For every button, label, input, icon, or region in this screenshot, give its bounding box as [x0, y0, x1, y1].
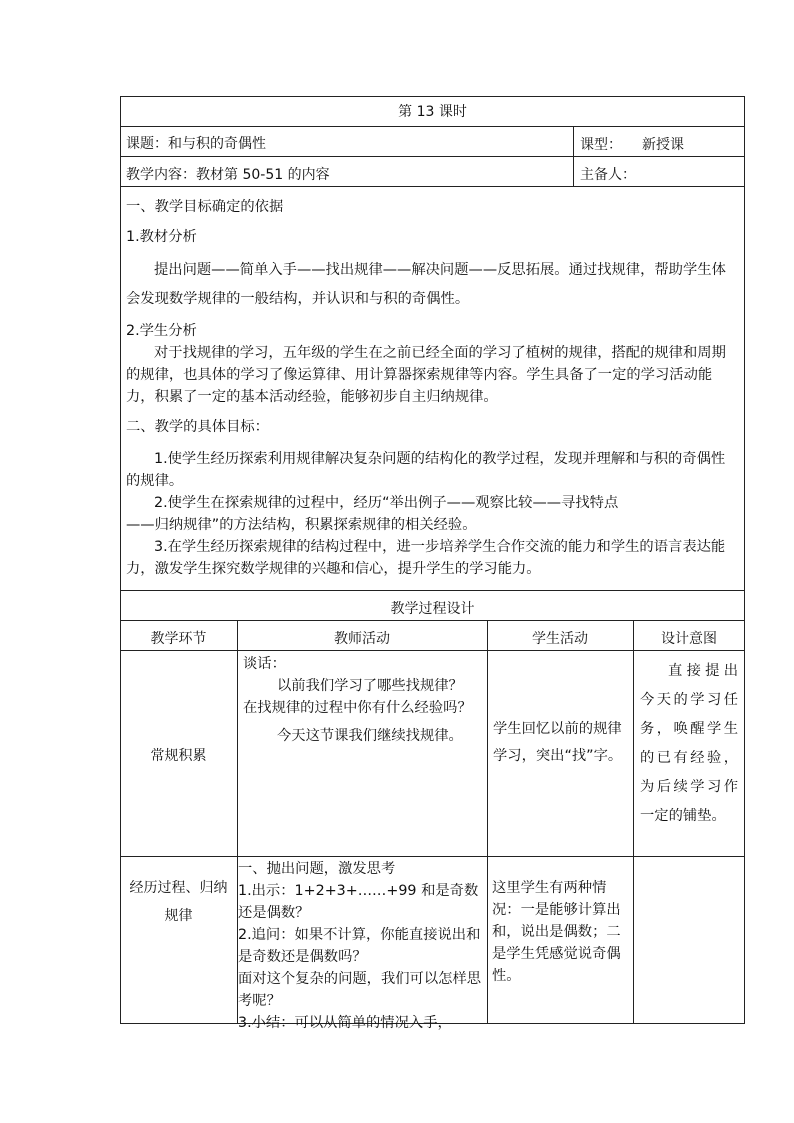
teacher-line: 在找规律的过程中你有什么经验吗？ — [243, 700, 472, 716]
lesson-type-label: 课型： — [580, 137, 622, 153]
lesson-plan-page — [120, 96, 745, 1031]
column-header: 教师活动 — [334, 631, 390, 647]
rule — [633, 620, 634, 1024]
goal-2b: ——归纳规律”的方法结构，积累探索规律的相关经验。 — [126, 517, 477, 533]
textbook-analysis-heading: 1.教材分析 — [126, 229, 197, 245]
teacher-line: 今天这节课我们继续找规律。 — [277, 728, 463, 744]
teacher-line: 2.追问：如果不计算，你能直接说出和是奇数还是偶数吗？ — [238, 927, 481, 965]
lesson-topic: 课题：和与积的奇偶性 — [126, 136, 266, 152]
goal-3: 3.在学生经历探索规律的结构过程中，进一步培养学生合作交流的能力和学生的语言表达能力，激发学生探究数学规律的兴趣和信心，提升学生的学习能力。 — [126, 539, 726, 577]
student-activity-1: 学生回忆以前的规律学习，突出“找”字。 — [493, 721, 623, 764]
teacher-line: 3.小结：可以从简单的情况入手， — [238, 1015, 452, 1031]
teacher-line: 以前我们学习了哪些找规律？ — [277, 678, 463, 694]
stage-process: 经历过程、归纳规律 — [129, 880, 228, 924]
teacher-line: 1.出示：1+2+3+……+99 和是奇数还是偶数？ — [238, 883, 479, 921]
column-header: 教学环节 — [150, 631, 207, 647]
textbook-analysis-text: 提出问题——简单入手——找出规律——解决问题——反思拓展。通过找规律，帮助学生体会发现数学规律的一般结构，并认识和与积的奇偶性。 — [126, 262, 726, 307]
goal-1: 1.使学生经历探索利用规律解决复杂问题的结构化的教学过程，发现并理解和与积的奇偶性的规律。 — [126, 451, 726, 489]
rule — [573, 126, 574, 186]
column-header: 设计意图 — [661, 631, 717, 647]
goal-2a: 2.使学生在探索规律的过程中，经历“举出例子——观察比较——寻找特点 — [154, 495, 619, 511]
rule — [120, 650, 745, 651]
objectives-heading-1: 一、教学目标确定的依据 — [126, 199, 284, 215]
design-intent-1: 直接提出今天的学习任务，唤醒学生的已有经验，为后续学习作一定的铺垫。 — [640, 663, 738, 824]
teaching-content: 教学内容：教材第 50-51 的内容 — [126, 167, 330, 183]
student-analysis-text: 对于找规律的学习，五年级的学生在之前已经全面的学习了植树的规律，搭配的规律和周期的规律，也具体的学习了像运算律、用计算器探索规律等内容。学生具备了一定的学习活动能力，积累了一定的基本活动经验，能够初步自主归纳规律。 — [126, 345, 726, 405]
rule — [120, 856, 745, 857]
rule — [120, 590, 745, 591]
rule — [120, 126, 745, 127]
teacher-line: 面对这个复杂的问题，我们可以怎样思考呢？ — [238, 971, 482, 1009]
objectives-section — [126, 196, 738, 580]
student-analysis-heading: 2.学生分析 — [126, 323, 197, 339]
teacher-line: 谈话： — [243, 656, 286, 672]
stage-routine: 常规积累 — [150, 748, 207, 764]
student-activity-2: 这里学生有两种情况：一是能够计算出和，说出是偶数；二是学生凭感觉说奇偶性。 — [492, 880, 621, 984]
objectives-heading-2: 二、教学的具体目标： — [126, 419, 269, 435]
rule — [120, 620, 745, 621]
rule — [120, 186, 745, 187]
lesson-type-value: 新授课 — [642, 137, 684, 153]
teacher-activity-2 — [238, 858, 482, 1034]
process-title: 教学过程设计 — [390, 601, 475, 617]
rule — [120, 156, 745, 157]
column-header: 学生活动 — [532, 631, 588, 647]
teacher-activity-1 — [243, 653, 483, 747]
rule — [487, 620, 488, 1024]
teacher-line: 一、抛出问题，激发思考 — [238, 861, 396, 877]
preparer-label: 主备人： — [580, 167, 636, 183]
lesson-number: 第 13 课时 — [398, 104, 467, 120]
